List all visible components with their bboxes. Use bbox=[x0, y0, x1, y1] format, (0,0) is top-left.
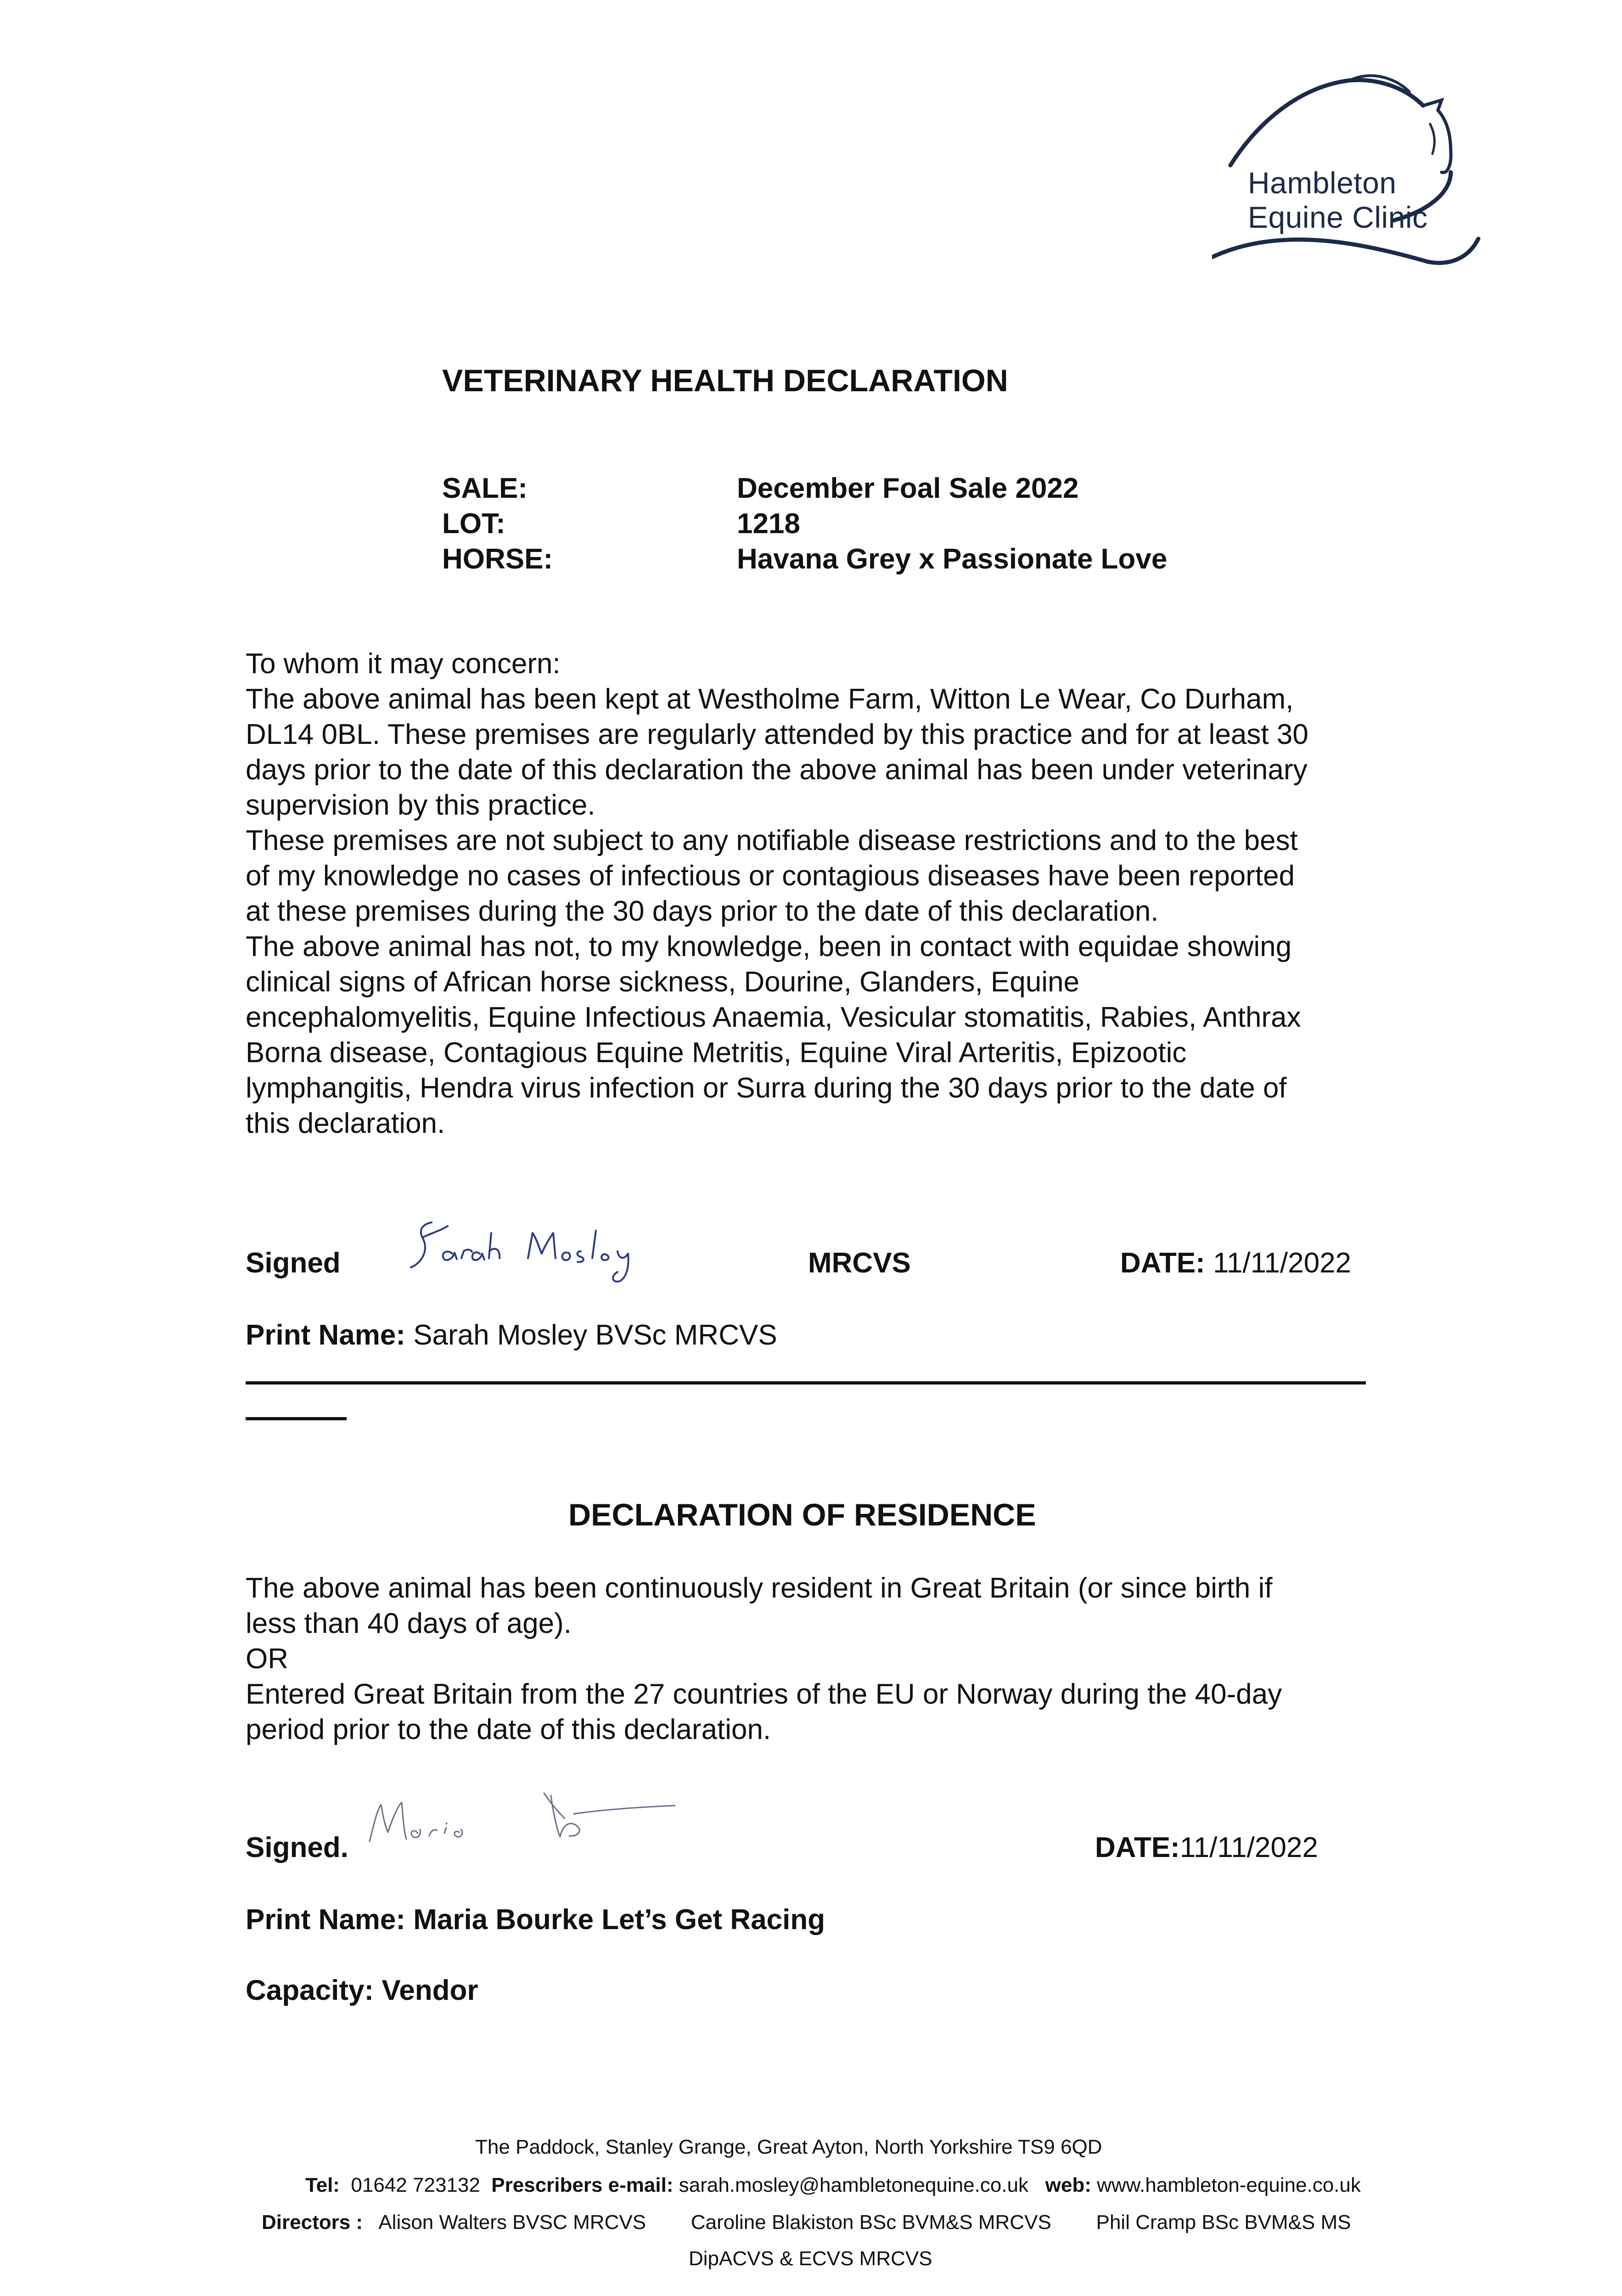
footer-directors-line2: DipACVS & ECVS MRCVS bbox=[689, 2247, 932, 2270]
web-label: web: bbox=[1045, 2174, 1091, 2196]
sale-value: December Foal Sale 2022 bbox=[737, 473, 1079, 504]
text-line: These premises are not subject to any notifiable disease restrictions and to the best bbox=[246, 825, 1298, 856]
vet-declaration-text bbox=[246, 646, 1439, 1141]
text-line: period prior to the date of this declaration. bbox=[246, 1714, 771, 1745]
text-line: The above animal has not, to my knowledge, been in contact with equidae showing bbox=[246, 931, 1292, 962]
lot-value: 1218 bbox=[737, 508, 800, 540]
residence-title: DECLARATION OF RESIDENCE bbox=[568, 1497, 1036, 1532]
horse-value: Havana Grey x Passionate Love bbox=[737, 543, 1167, 575]
footer-directors bbox=[262, 2212, 1351, 2233]
page-title: VETERINARY HEALTH DECLARATION bbox=[442, 363, 1008, 398]
divider bbox=[246, 1381, 1366, 1384]
vendor-print-name: Print Name: Maria Bourke Let’s Get Racing bbox=[246, 1904, 825, 1936]
details-values bbox=[737, 471, 1167, 577]
vet-date bbox=[1120, 1249, 1351, 1277]
text-line: this declaration. bbox=[246, 1108, 445, 1139]
text-line: days prior to the date of this declaration the above animal has been under veterinary bbox=[246, 754, 1308, 786]
text-line: The above animal has been kept at Westholme Farm, Witton Le Wear, Co Durham, bbox=[246, 683, 1294, 715]
email-label: Prescribers e-mail: bbox=[491, 2174, 673, 2196]
tel-value: 01642 723132 bbox=[351, 2174, 480, 2196]
vet-signature bbox=[404, 1212, 661, 1290]
vet-date-label: DATE: bbox=[1120, 1247, 1205, 1279]
text-line: To whom it may concern: bbox=[246, 648, 561, 680]
text-line: The above animal has been continuously resident in Great Britain (or since birth if bbox=[246, 1572, 1273, 1604]
text-line: of my knowledge no cases of infectious or contagious diseases have been reported bbox=[246, 860, 1295, 892]
vet-signed-label: Signed bbox=[246, 1247, 341, 1279]
vet-print-name-label: Print Name: bbox=[246, 1319, 405, 1351]
lot-label: LOT: bbox=[442, 508, 505, 540]
divider bbox=[246, 1417, 347, 1420]
text-line: Entered Great Britain from the 27 countries of the EU or Norway during the 40-day bbox=[246, 1678, 1282, 1710]
footer-address: The Paddock, Stanley Grange, Great Ayton, North Yorkshire TS9 6QD bbox=[475, 2136, 1102, 2158]
logo-line2: Equine Clinic bbox=[1248, 200, 1428, 234]
vet-print-name-value: Sarah Mosley BVSc MRCVS bbox=[413, 1319, 777, 1351]
director-name: Phil Cramp BSc BVM&S MS bbox=[1096, 2211, 1351, 2234]
vendor-date-label: DATE: bbox=[1095, 1832, 1180, 1863]
director-name: Alison Walters BVSC MRCVS bbox=[378, 2211, 646, 2234]
text-line: encephalomyelitis, Equine Infectious Anaemia, Vesicular stomatitis, Rabies, Anthrax bbox=[246, 1002, 1301, 1033]
web-link[interactable]: www.hambleton-equine.co.uk bbox=[1097, 2174, 1361, 2196]
residence-text bbox=[246, 1570, 1439, 1747]
tel-label: Tel: bbox=[305, 2174, 340, 2196]
sale-label: SALE: bbox=[442, 473, 528, 504]
vendor-capacity: Capacity: Vendor bbox=[246, 1975, 478, 2006]
mrcvs-label: MRCVS bbox=[808, 1247, 911, 1279]
text-line: clinical signs of African horse sickness, Dourine, Glanders, Equine bbox=[246, 966, 1080, 998]
text-line: less than 40 days of age). bbox=[246, 1608, 572, 1639]
directors-label: Directors : bbox=[262, 2211, 363, 2234]
text-line: lymphangitis, Hendra virus infection or Surra during the 30 days prior to the date of bbox=[246, 1072, 1287, 1104]
details-labels bbox=[442, 471, 553, 577]
vendor-date bbox=[1095, 1834, 1318, 1862]
vet-date-value: 11/11/2022 bbox=[1213, 1247, 1352, 1279]
logo-line1: Hambleton bbox=[1248, 166, 1397, 200]
text-line: Borna disease, Contagious Equine Metritis, Equine Viral Arteritis, Epizootic bbox=[246, 1037, 1187, 1069]
text-line: supervision by this practice. bbox=[246, 789, 595, 821]
email-link[interactable]: sarah.mosley@hambletonequine.co.uk bbox=[679, 2174, 1029, 2196]
text-line: at these premises during the 30 days prior to the date of this declaration. bbox=[246, 895, 1159, 927]
text-line: DL14 0BL. These premises are regularly attended by this practice and for at least 30 bbox=[246, 719, 1308, 750]
horse-label: HORSE: bbox=[442, 543, 553, 575]
vet-print-name bbox=[246, 1321, 777, 1350]
text-line: OR bbox=[246, 1643, 288, 1675]
vendor-signature bbox=[367, 1782, 679, 1855]
vendor-date-value: 11/11/2022 bbox=[1179, 1832, 1318, 1863]
vendor-signed-label: Signed. bbox=[246, 1832, 348, 1863]
director-name: Caroline Blakiston BSc BVM&S MRCVS bbox=[690, 2211, 1051, 2234]
footer-contact bbox=[305, 2175, 1361, 2195]
